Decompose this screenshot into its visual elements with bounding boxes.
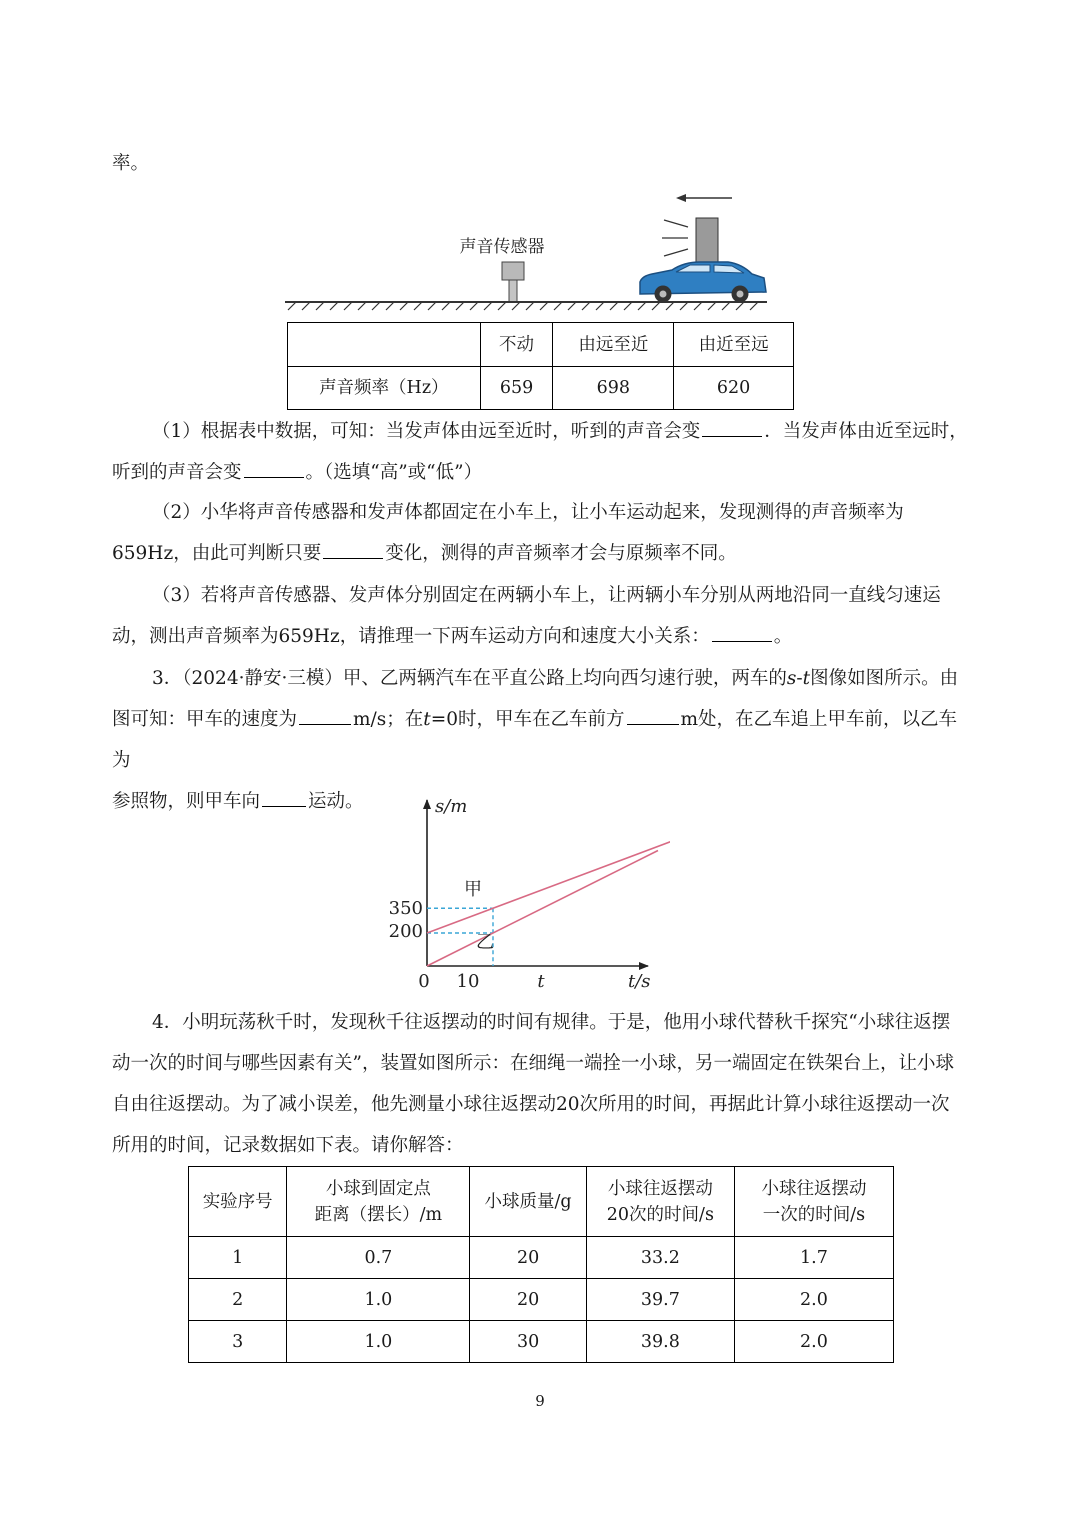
ground-hatch bbox=[288, 302, 758, 310]
y-tick-200: 200 bbox=[388, 921, 423, 942]
sensor-post bbox=[509, 280, 517, 302]
st-chart bbox=[380, 788, 670, 1000]
question-2-part-1: （1）根据表中数据，可知：当发声体由远至近时，听到的声音会变 ．当发声体由近至远时， 听到的声音会变 。（选填“高”或“低”） bbox=[112, 411, 972, 493]
question-2-part-2: （2）小华将声音传感器和发声体都固定在小车上，让小车运动起来，发现测得的声音频率为 659Hz，由此可判断只要 变化，测得的声音频率才会与原频率不同。 bbox=[112, 502, 904, 564]
answer-blank[interactable] bbox=[702, 418, 762, 437]
freq-header-empty bbox=[288, 323, 481, 367]
series-label-yi: 乙 bbox=[476, 932, 494, 953]
x-tick-t: t bbox=[537, 971, 545, 992]
sound-source bbox=[696, 218, 718, 268]
x-tick-10: 10 bbox=[456, 971, 480, 992]
pend-header-20-swings: 小球往返摆动 20次的时间/s bbox=[586, 1167, 734, 1237]
answer-blank[interactable] bbox=[299, 706, 351, 725]
freq-value-recede: 620 bbox=[674, 367, 794, 410]
freq-header-still: 不动 bbox=[480, 323, 553, 367]
series-line-yi bbox=[427, 851, 658, 967]
doppler-diagram bbox=[280, 190, 780, 320]
sensor-head bbox=[502, 262, 524, 280]
answer-blank[interactable] bbox=[323, 540, 383, 559]
answer-blank[interactable] bbox=[627, 706, 679, 725]
pend-header-1-swing: 小球往返摆动 一次的时间/s bbox=[734, 1167, 893, 1237]
question-2-part-3: （3）若将声音传感器、发声体分别固定在两辆小车上，让两辆小车分别从两地沿同一直线匀速运 动，测出声音频率为659Hz，请推理一下两车运动方向和速度大小关系： 。 bbox=[112, 585, 941, 647]
x-axis-label: t/s bbox=[628, 971, 651, 992]
pendulum-table bbox=[188, 1166, 894, 1363]
table-row: 1 0.7 20 33.2 1.7 bbox=[189, 1237, 894, 1279]
sound-wave-lines bbox=[662, 220, 688, 256]
freq-header-approach: 由远至近 bbox=[553, 323, 674, 367]
pend-header-length: 小球到固定点 距离（摆长）/m bbox=[287, 1167, 470, 1237]
table-row: 2 1.0 20 39.7 2.0 bbox=[189, 1279, 894, 1321]
question-3: 3．（2024·静安·三模）甲、乙两辆汽车在平直公路上均向西匀速行驶，两车的s-t图像如图所示。由 图可知：甲车的速度为 m/s；在t=0时，甲车在乙车前方 m处，在乙车追上甲车前，以乙车为 参照物，则甲车向 运动。 bbox=[112, 668, 959, 812]
origin-tick: 0 bbox=[418, 971, 430, 992]
page-number: 9 bbox=[535, 1392, 545, 1410]
answer-blank[interactable] bbox=[712, 623, 772, 642]
question-4: 4．小明玩荡秋千时，发现秋千往返摆动的时间有规律。于是，他用小球代替秋千探究“小球往返摆 动一次的时间与哪些因素有关”，装置如图所示：在细绳一端拴一小球，另一端固定在铁架台上，让小球 自由往返摆动。为了减小误差，他先测量小球往返摆动20次所用的时间，再据此计算小球往返摆动一次 所用的时间，记录数据如下表。请你解答： bbox=[112, 1012, 954, 1156]
frequency-table bbox=[287, 322, 794, 410]
top-text: 率。 bbox=[112, 153, 150, 174]
pend-header-index: 实验序号 bbox=[189, 1167, 287, 1237]
motion-arrow-icon bbox=[676, 194, 732, 202]
table-row: 3 1.0 30 39.8 2.0 bbox=[189, 1321, 894, 1363]
freq-value-approach: 698 bbox=[553, 367, 674, 410]
answer-blank[interactable] bbox=[244, 459, 304, 478]
freq-header-recede: 由近至远 bbox=[674, 323, 794, 367]
car-icon bbox=[640, 262, 766, 303]
series-label-jia: 甲 bbox=[464, 879, 482, 900]
y-axis-label: s/m bbox=[435, 796, 468, 817]
answer-blank[interactable] bbox=[262, 788, 306, 807]
sensor-label: 声音传感器 bbox=[459, 237, 545, 257]
freq-row-label: 声音频率（Hz） bbox=[288, 367, 481, 410]
y-tick-350: 350 bbox=[388, 898, 423, 919]
pend-header-mass: 小球质量/g bbox=[470, 1167, 586, 1237]
freq-value-still: 659 bbox=[480, 367, 553, 410]
